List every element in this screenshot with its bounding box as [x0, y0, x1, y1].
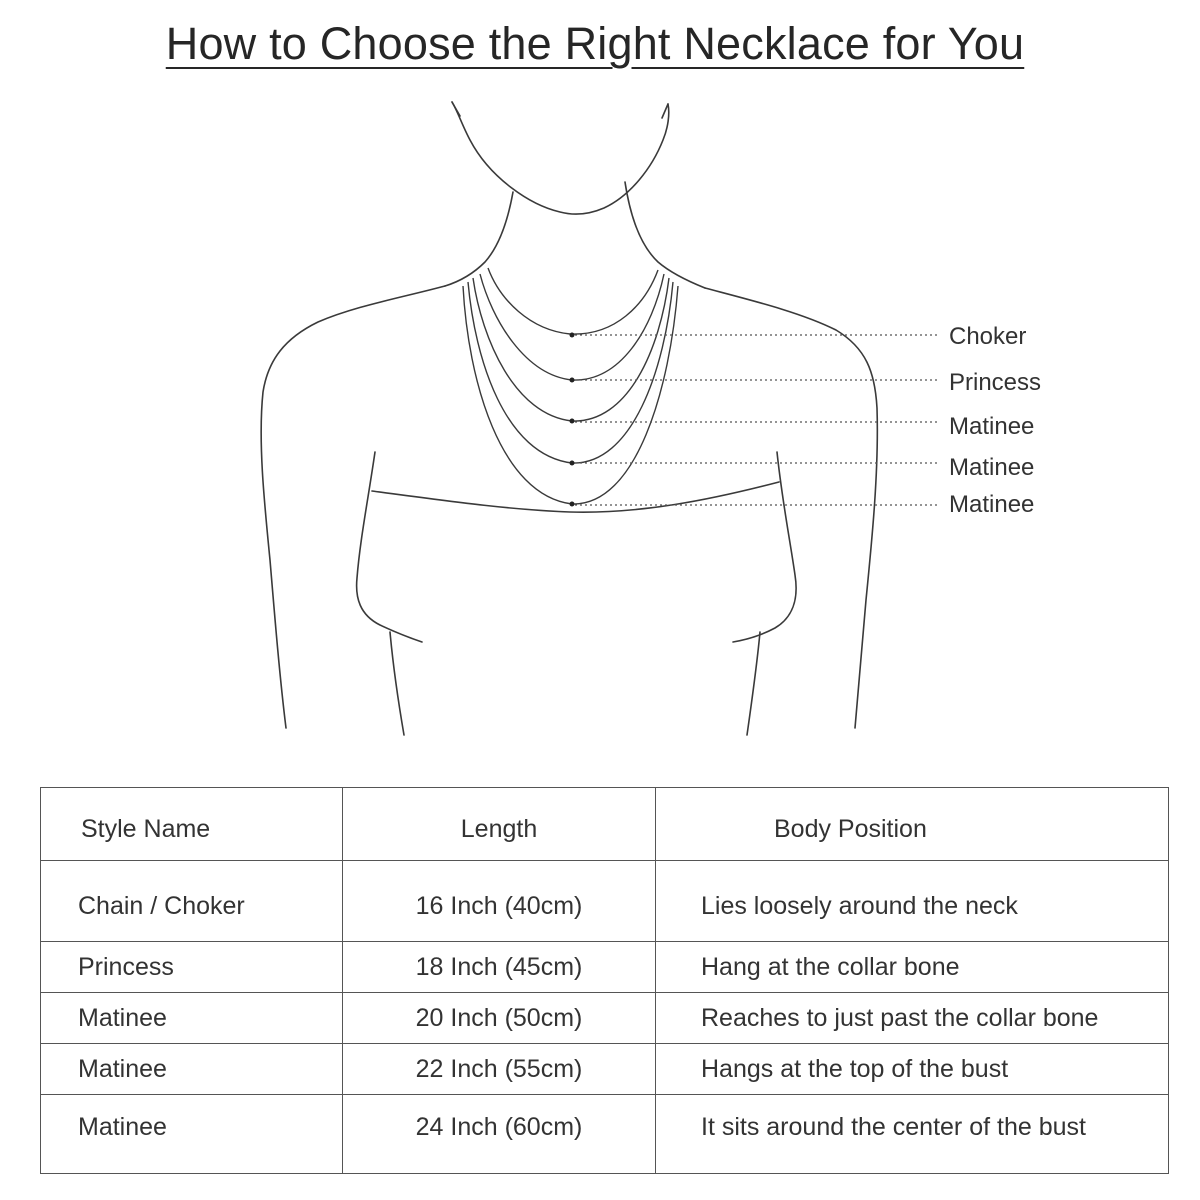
necklace-chains	[463, 268, 678, 504]
cell-length: 20 Inch (50cm)	[343, 993, 656, 1044]
page-title-text: How to Choose the Right Necklace for You	[165, 18, 1025, 69]
cell-style: Princess	[41, 942, 343, 993]
jaw-line	[452, 102, 669, 214]
cell-position: Lies loosely around the neck	[656, 861, 1169, 942]
neck-left	[445, 192, 513, 286]
cell-length: 16 Inch (40cm)	[343, 861, 656, 942]
callout-label-matinee-3: Matinee	[949, 491, 1035, 518]
shoulder-left	[261, 286, 445, 728]
cell-style: Matinee	[41, 1044, 343, 1095]
dress-right	[747, 632, 760, 735]
cell-length: 24 Inch (60cm)	[343, 1095, 656, 1174]
callout-label-matinee-1: Matinee	[949, 413, 1035, 440]
shoulder-right	[705, 288, 877, 728]
torso-left	[357, 452, 422, 642]
pendant-dot	[570, 419, 575, 424]
cell-style: Chain / Choker	[41, 861, 343, 942]
cell-style: Matinee	[41, 993, 343, 1044]
pendant-dot	[570, 461, 575, 466]
pendant-dots	[570, 333, 575, 507]
cell-position: It sits around the center of the bust	[656, 1095, 1169, 1174]
table-row	[41, 942, 1169, 993]
table-header-row	[41, 788, 1169, 861]
pendant-dot	[570, 502, 575, 507]
necklace-size-table	[40, 787, 1169, 1174]
header-style-name: Style Name	[41, 788, 343, 861]
dress-left	[390, 632, 404, 735]
pendant-dot	[570, 333, 575, 338]
table-row	[41, 1095, 1169, 1174]
cell-position: Hang at the collar bone	[656, 942, 1169, 993]
table-row	[41, 861, 1169, 942]
cell-position: Hangs at the top of the bust	[656, 1044, 1169, 1095]
callout-label-choker: Choker	[949, 323, 1027, 350]
callout-label-matinee-2: Matinee	[949, 454, 1035, 481]
neck-right	[625, 182, 705, 288]
pendant-dot	[570, 378, 575, 383]
header-body-position: Body Position	[656, 788, 1169, 861]
table-row	[41, 993, 1169, 1044]
dress-neckline	[372, 482, 779, 512]
cell-length: 22 Inch (55cm)	[343, 1044, 656, 1095]
table-row	[41, 1044, 1169, 1095]
chain-matinee-20	[473, 278, 669, 421]
chain-princess	[480, 274, 664, 380]
jaw-tick-left	[452, 102, 460, 116]
cell-length: 18 Inch (45cm)	[343, 942, 656, 993]
chain-choker	[488, 268, 658, 334]
chain-matinee-22	[468, 282, 673, 463]
body-outline	[261, 102, 877, 735]
callout-label-princess: Princess	[949, 369, 1042, 396]
leader-lines	[575, 335, 940, 505]
cell-style: Matinee	[41, 1095, 343, 1174]
jaw-tick-right	[662, 104, 668, 118]
cell-position: Reaches to just past the collar bone	[656, 993, 1169, 1044]
header-length: Length	[343, 788, 656, 861]
torso-right	[733, 452, 796, 642]
